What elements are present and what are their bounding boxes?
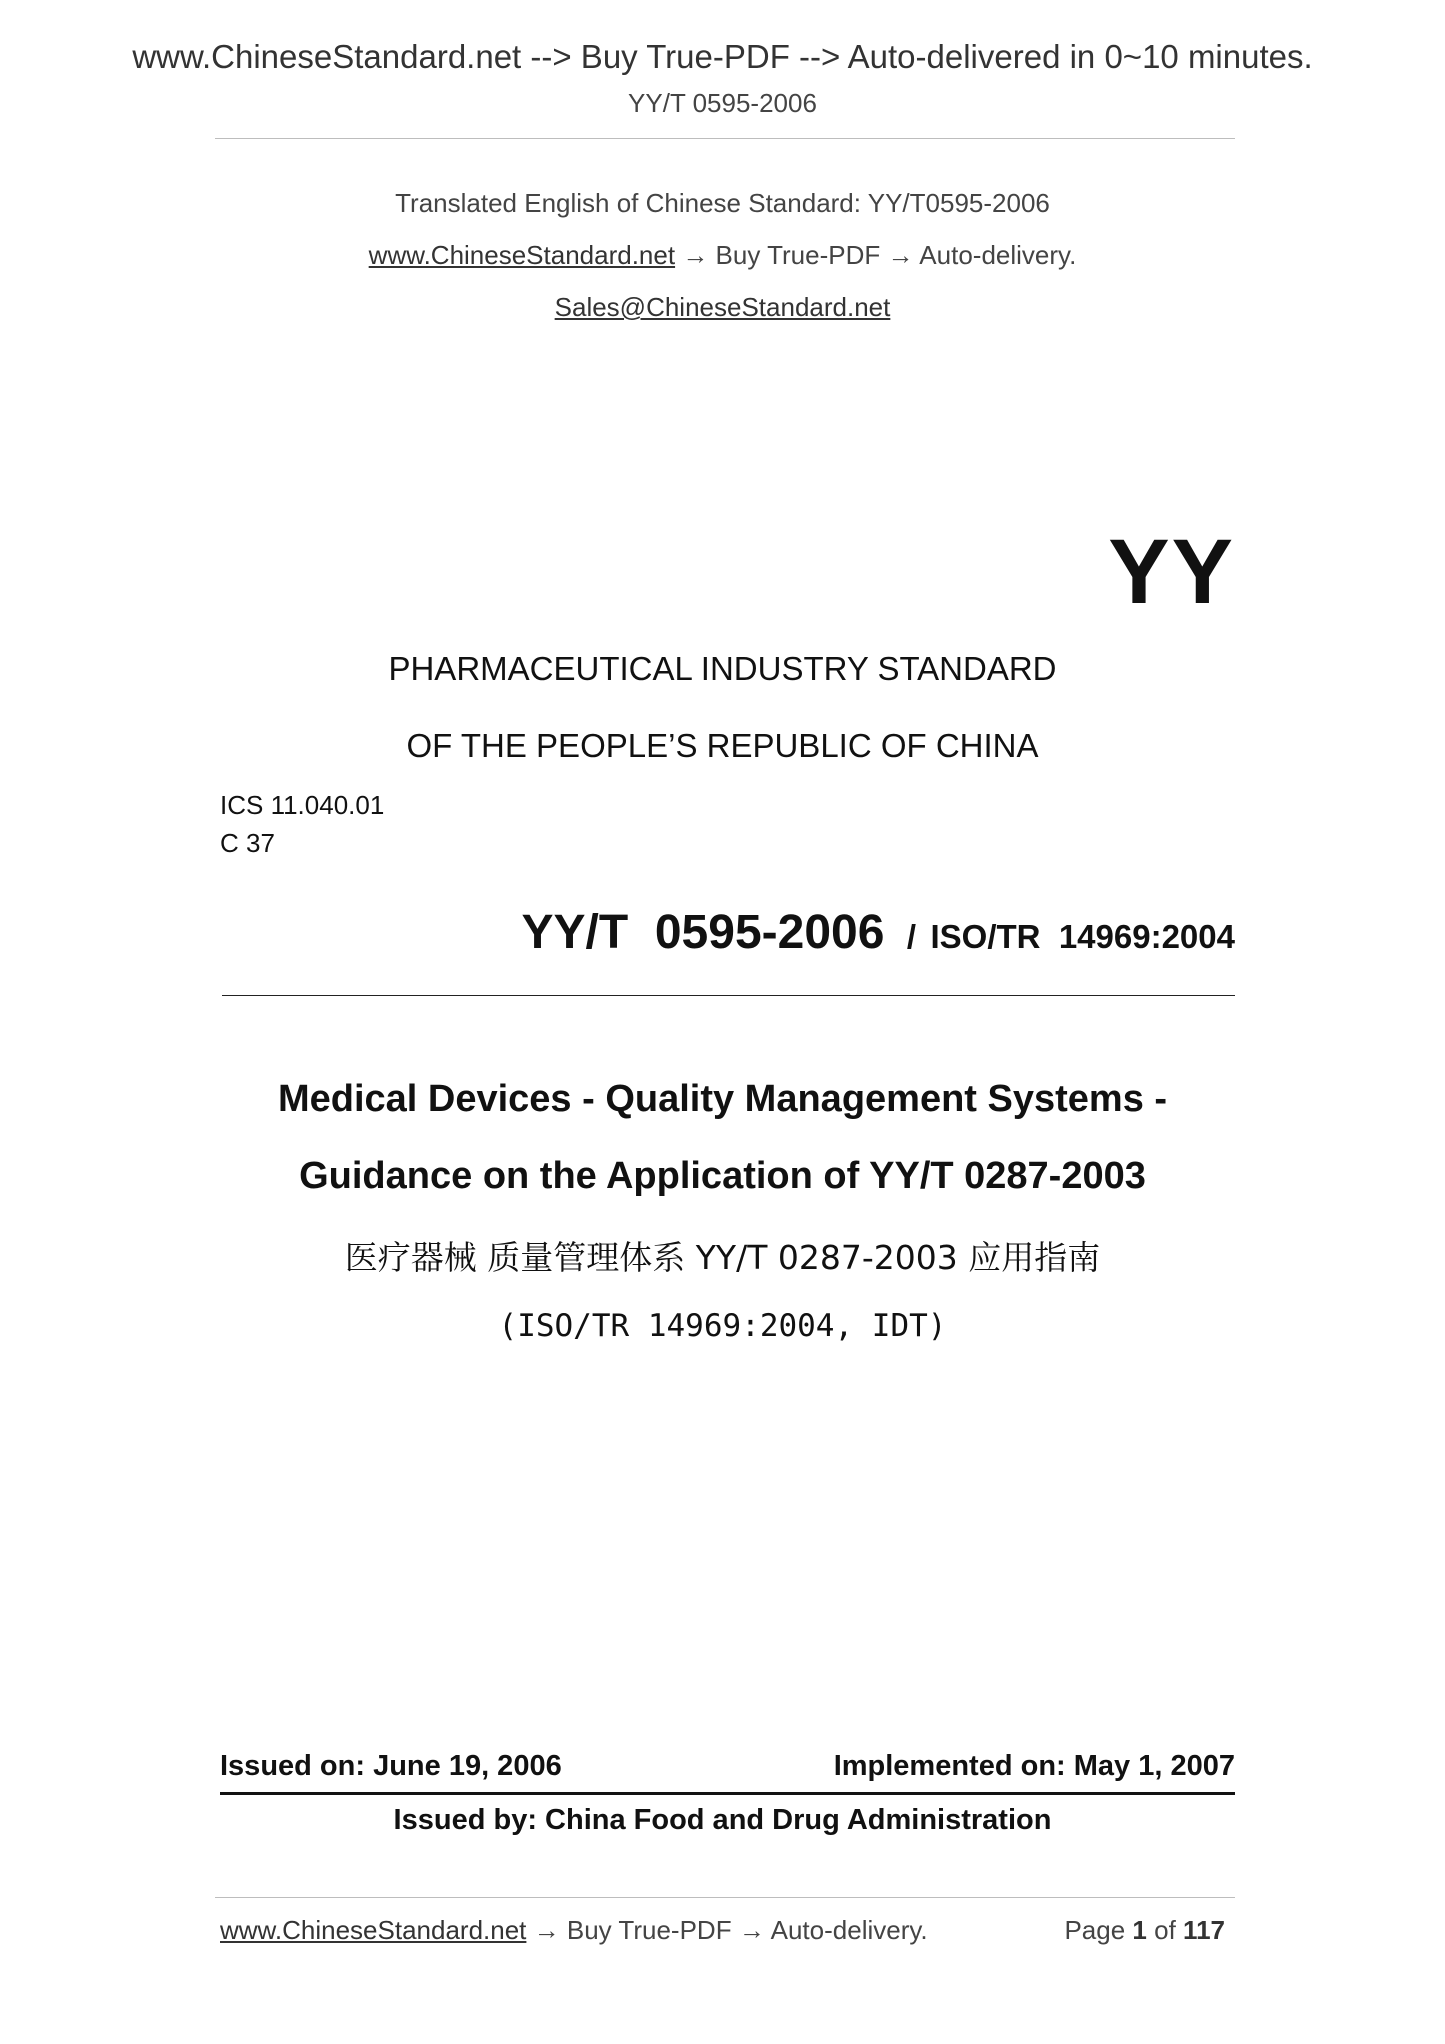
email-link[interactable]: Sales@ChineseStandard.net [554, 292, 891, 322]
c-code: C 37 [220, 828, 275, 858]
arrow-icon: → [533, 1915, 560, 1945]
title-line2: Guidance on the Application of YY/T 0287-2003 [299, 1155, 1146, 1197]
page-total: 117 [1183, 1915, 1225, 1945]
issued-by: Issued by: China Food and Drug Administration [393, 1804, 1052, 1836]
title-iso-reference: (ISO/TR 14969:2004, IDT) [498, 1308, 947, 1344]
footer-delivery-text: Auto-delivery. [770, 1915, 928, 1945]
buy-text: Buy True-PDF [715, 240, 881, 270]
footer-store-line [220, 1915, 928, 1946]
header-standard-code: YY/T 0595-2006 [628, 88, 817, 118]
standard-number [220, 905, 1235, 960]
header-divider [215, 138, 1235, 139]
arrow-icon: → [887, 240, 914, 270]
ics-code: ICS 11.040.01 [220, 790, 385, 820]
standard-number-main: YY/T 0595-2006 [521, 906, 885, 959]
footer-buy-text: Buy True-PDF [566, 1915, 732, 1945]
title-chinese: 医疗器械 质量管理体系 YY/T 0287-2003 应用指南 [344, 1238, 1101, 1277]
footer-divider [215, 1897, 1235, 1898]
issued-on-date: Issued on: June 19, 2006 [220, 1750, 562, 1782]
store-link[interactable]: www.ChineseStandard.net [368, 240, 676, 270]
standard-number-separator: / [906, 918, 917, 955]
email-line [0, 292, 1445, 323]
page-indicator [990, 1915, 1225, 1946]
page-label: Page [1064, 1915, 1126, 1945]
industry-heading-line2: OF THE PEOPLE’S REPUBLIC OF CHINA [406, 727, 1039, 764]
page-current: 1 [1132, 1915, 1147, 1945]
implemented-on-date: Implemented on: May 1, 2007 [833, 1750, 1235, 1782]
iso-number: ISO/TR 14969:2004 [930, 918, 1235, 955]
of-label: of [1154, 1915, 1176, 1945]
industry-heading-line1: PHARMACEUTICAL INDUSTRY STANDARD [388, 650, 1057, 687]
translated-note: Translated English of Chinese Standard: YY/T0595-2006 [395, 188, 1050, 218]
title-line1: Medical Devices - Quality Management Systems - [277, 1078, 1168, 1120]
top-banner: www.ChineseStandard.net --> Buy True-PDF --> Auto-delivered in 0~10 minutes. [132, 38, 1313, 75]
arrow-icon: → [682, 240, 709, 270]
arrow-icon: → [738, 1915, 765, 1945]
standard-mark: YY [1108, 521, 1235, 623]
footer-store-link[interactable]: www.ChineseStandard.net [220, 1915, 527, 1945]
issuance-rule [220, 1792, 1235, 1795]
standard-number-rule [222, 995, 1235, 996]
delivery-text: Auto-delivery. [919, 240, 1077, 270]
store-line [0, 240, 1445, 271]
